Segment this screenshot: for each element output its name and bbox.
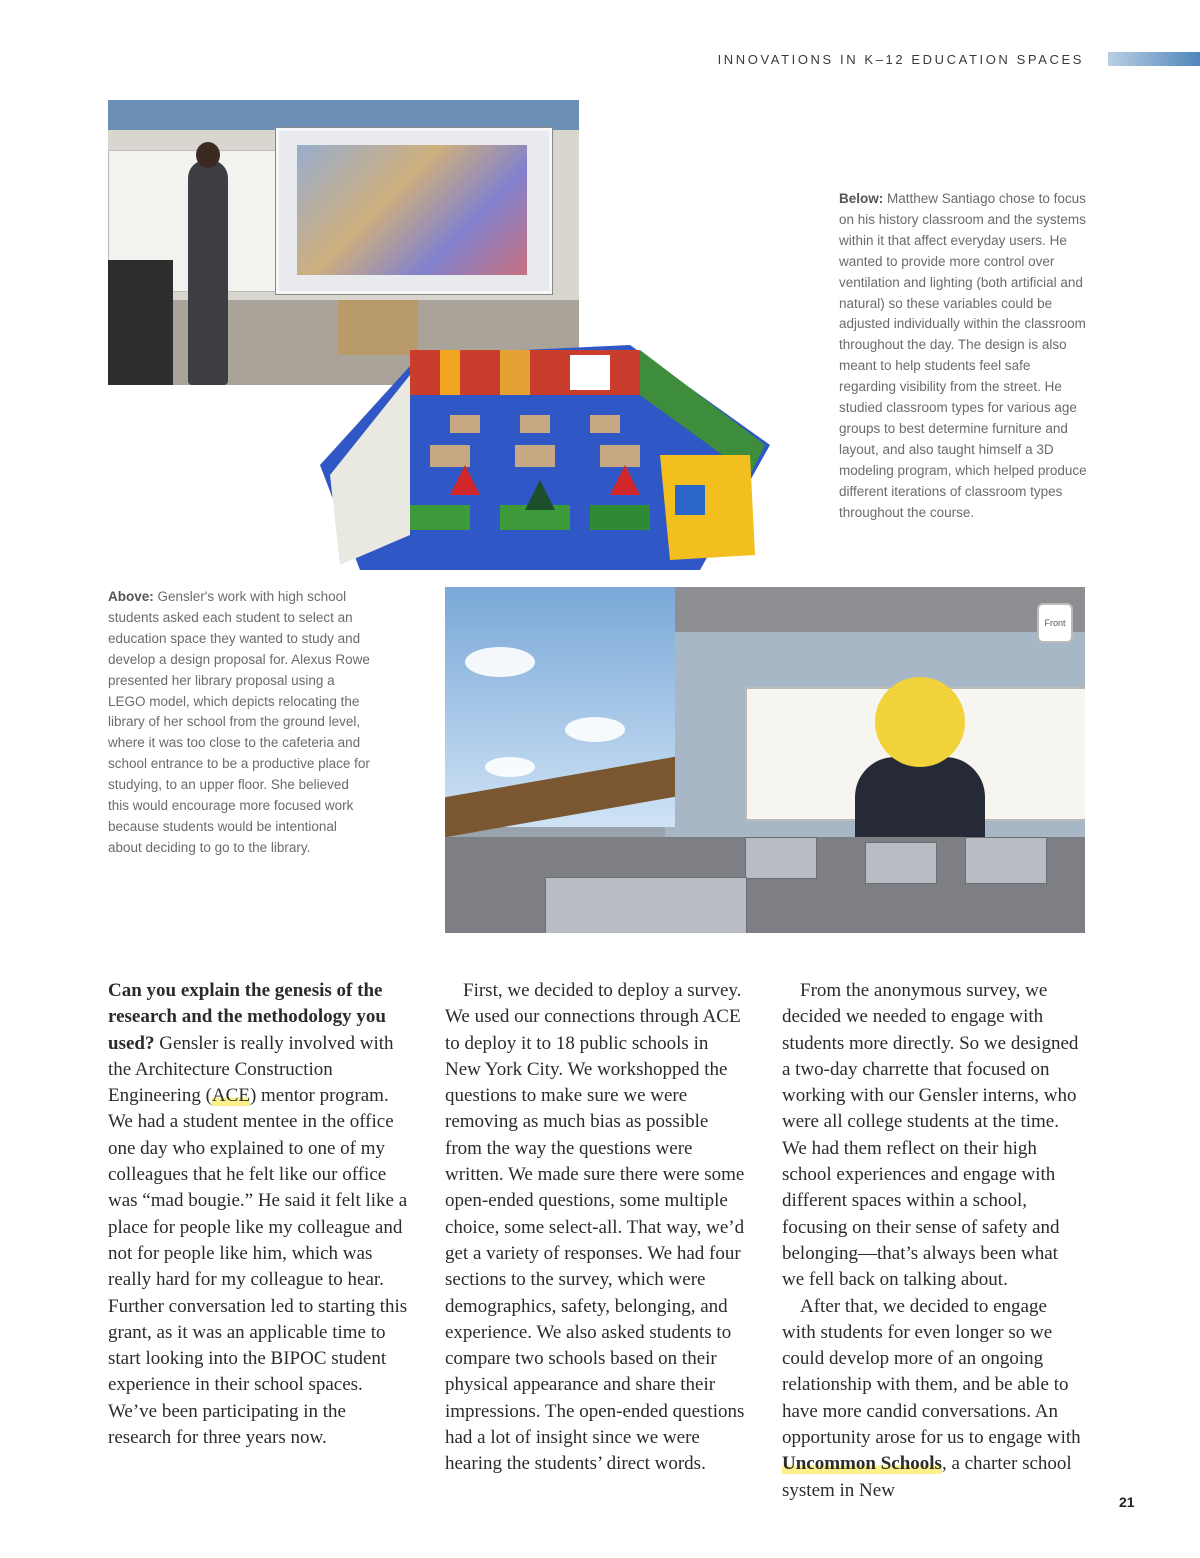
lego-model-image bbox=[300, 335, 775, 575]
col3-paragraph-1: From the anonymous survey, we decided we needed to engage with students more directly. So we designed a two-day charrette that focused on working with our Gensler interns, who were all college students at the time. We had them reflect on their high school experiences and engage with different spaces within a school, focusing on their sense of safety and belonging—that’s always been what we fell back on talking about. bbox=[782, 980, 1079, 1291]
interview-question: Can you explain the genesis of the research and the methodology you used? bbox=[108, 980, 386, 1054]
body-column-3 bbox=[782, 978, 1084, 1504]
running-header: INNOVATIONS IN K–12 EDUCATION SPACES bbox=[717, 52, 1084, 67]
classroom-render-image bbox=[445, 587, 1085, 933]
caption-below-text: Matthew Santiago chose to focus on his history classroom and the systems within it that affect everyday users. He wanted to provide more control over ventilation and lighting (both artificial and natural) so these variables could be adjusted individually within the classroom throughout the day. The design is also meant to help students feel safe regarding visibility from the street. He studied classroom types for various age groups to best determine furniture and layout, and also taught himself a 3D modeling program, which helped produce different iterations of classroom types throughout the course. bbox=[839, 191, 1087, 520]
caption-below bbox=[839, 189, 1089, 524]
body-column-1 bbox=[108, 978, 410, 1451]
ace-highlight: ACE bbox=[211, 1085, 250, 1107]
view-cube-front-button: Front bbox=[1037, 603, 1073, 643]
col3-paragraph-2a: After that, we decided to engage with students for even longer so we could develop more of an ongoing relationship with them, and be able to have more candid conversations. An opportunity arose for us to engage with bbox=[782, 1295, 1081, 1449]
caption-above-label: Above: bbox=[108, 589, 154, 604]
uncommon-schools-link[interactable]: Uncommon Schools bbox=[782, 1453, 942, 1475]
body-column-2 bbox=[445, 978, 747, 1478]
col1-text-a: Gensler is really involved with the Architecture Construction Engineering ( bbox=[108, 1032, 394, 1107]
page-number: 21 bbox=[1119, 1494, 1135, 1510]
caption-above-text: Gensler's work with high school students asked each student to select an education space they wanted to study and develop a design proposal for. Alexus Rowe presented her library proposal using a LEGO model, which depicts relocating the library of her school from the ground level, where it was too close to the cafeteria and school entrance to be a productive place for studying, to an upper floor. She believed this would encourage more focused work because students would be intentional about deciding to go to the library. bbox=[108, 589, 370, 855]
caption-below-label: Below: bbox=[839, 191, 884, 206]
col2-paragraph: First, we decided to deploy a survey. We used our connections through ACE to deploy it to 18 public schools in New York City. We workshopped the questions to make sure we were removing as much bias as possible from the way the questions were written. We made sure there were some open-ended questions, some multiple choice, some select-all. That way, we’d get a variety of responses. We had four sections to the survey, which were demographics, safety, belonging, and experience. We also asked students to compare two schools based on their physical appearance and share their impressions. The open-ended questions had a lot of insight since we were hearing the students’ direct words. bbox=[445, 980, 745, 1475]
col1-text-b: ) mentor program. We had a student mentee in the office one day who explained to one of my colleagues that he felt like our office was “mad bougie.” He said it felt like a place for people like my colleague and not for people like him, which was really hard for my colleague to hear. Further conversation led to starting this grant, as it was an applicable time to start looking into the BIPOC student experience in their school spaces. We’ve been participating in the research for three years now. bbox=[108, 1085, 408, 1449]
col3-paragraph-2b: , a charter school system in New bbox=[782, 1453, 1072, 1501]
caption-above bbox=[108, 587, 370, 859]
header-accent-bar bbox=[1108, 52, 1200, 66]
